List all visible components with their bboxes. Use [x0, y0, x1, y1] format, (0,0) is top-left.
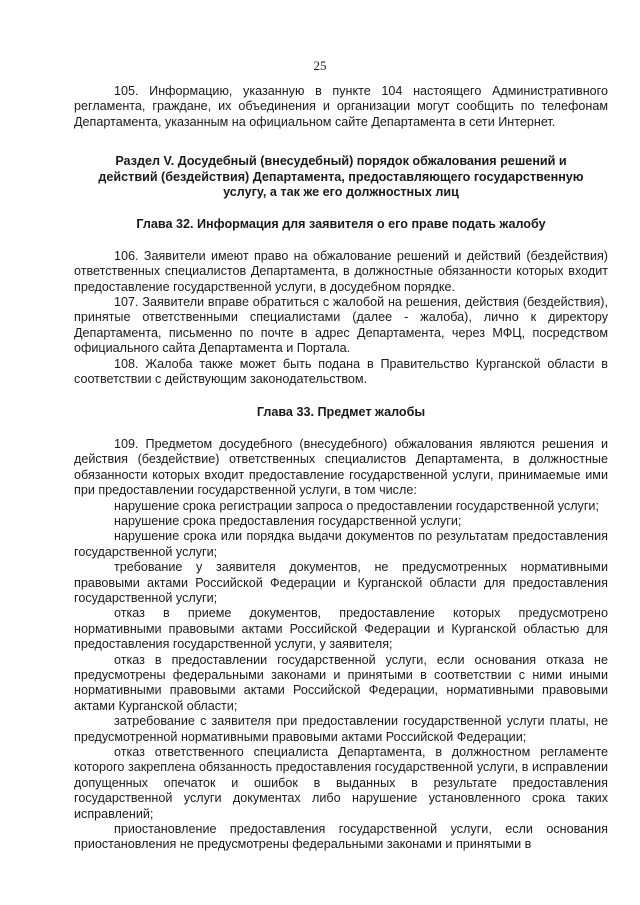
paragraph-107: 107. Заявители вправе обратиться с жалобой на решения, действия (бездействия), принятые ответственными специалистами (далее - жалоба), лично к директору Департамента, письменно по почте в адрес Департамента, через МФЦ, посредством официального сайта Департамента и Портала. [74, 295, 608, 356]
chapter-32-heading: Глава 32. Информация для заявителя о его праве подать жалобу [136, 217, 546, 232]
page-number: 25 [313, 58, 327, 73]
list-item: нарушение срока регистрации запроса о предоставлении государственной услуги; [114, 498, 599, 513]
list-item: нарушение срока предоставления государственной услуги; [114, 513, 462, 528]
paragraph-106: 106. Заявители имеют право на обжалование решений и действий (бездействия) ответственных специалистов Департамента, в должностные обязанности которых входит предоставление государственной услуги, в досудебном порядке. [74, 248, 608, 294]
list-item: отказ в предоставлении государственной услуги, если основания отказа не предусмотрены федеральными законами и принятыми в соответствии с ними иными нормативными правовыми актами Российской Федерации, нормативными правовыми актами Курганской области; [74, 652, 608, 713]
list-item: требование у заявителя документов, не предусмотренных нормативными правовыми актами Российской Федерации и Курганской области для предоставления государственной услуги; [74, 560, 608, 605]
chapter-33-heading: Глава 33. Предмет жалобы [256, 404, 426, 419]
paragraph-109: 109. Предметом досудебного (внесудебного) обжалования являются решения и действия (бездействие) ответственных специалистов Департамента, в должностные обязанности которых входит предоставление государственной услуги, принимаемые ими при предоставлении государственной услуги, в том числе: [74, 436, 608, 498]
list-item: отказ в приеме документов, предоставление которых предусмотрено нормативными правовыми актами Российской Федерации и Курганской областью для предоставления государственной услуги, у заявителя; [74, 606, 608, 652]
list-item: приостановление предоставления государственной услуги, если основания приостановления не предусмотрены федеральными законами и принятыми в [74, 822, 608, 852]
section-heading: Раздел V. Досудебный (внесудебный) порядок обжалования решений и действий (бездействия) Департамента, предоставляющего государственную услугу, а так же его должностных лиц [98, 154, 584, 200]
document-body [74, 84, 608, 853]
list-item: отказ ответственного специалиста Департамента, в должностном регламенте которого закреплена обязанность предоставления государственной услуги, в исправлении допущенных опечаток и ошибок в выданных в результате предоставления государственной услуги документах либо нарушение установленного срока таких исправлений; [74, 745, 608, 821]
list-item: затребование с заявителя при предоставлении государственной услуги платы, не предусмотренной нормативными правовыми актами Российской Федерации; [74, 714, 608, 744]
paragraph-108: 108. Жалоба также может быть подана в Правительство Курганской области в соответствии с действующим законодательством. [74, 356, 608, 387]
paragraph-105: 105. Информацию, указанную в пункте 104 настоящего Административного регламента, граждане, их объединения и организации могут сообщить по телефонам Департамента, указанным на официальном сайте Департамента в сети Интернет. [74, 84, 608, 129]
list-item: нарушение срока или порядка выдачи документов по результатам предоставления государственной услуги; [74, 529, 608, 559]
